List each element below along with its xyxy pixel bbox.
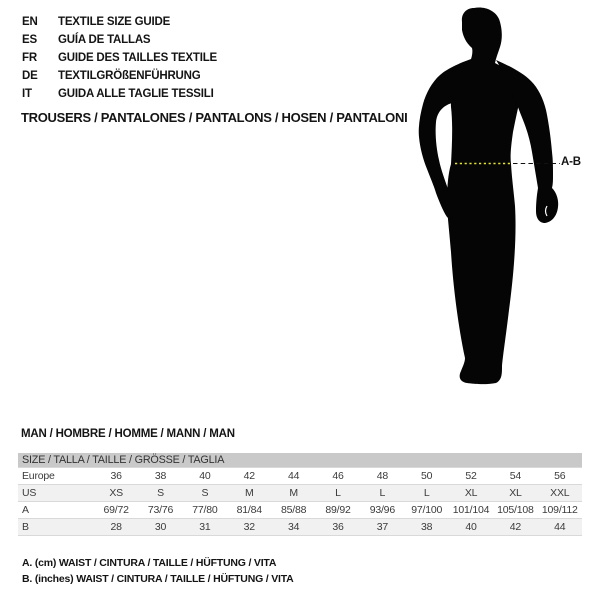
row-label: B: [18, 519, 94, 536]
table-cell: 93/96: [360, 502, 404, 519]
table-cell: XL: [493, 485, 537, 502]
table-cell: 69/72: [94, 502, 138, 519]
category-title: TROUSERS / PANTALONES / PANTALONS / HOSEN / PANTALONI: [21, 110, 408, 125]
table-cell: 28: [94, 519, 138, 536]
language-code: DE: [22, 70, 38, 82]
row-label: Europe: [18, 468, 94, 485]
language-row: [22, 85, 217, 103]
table-cell: 38: [405, 519, 449, 536]
table-cell: 32: [227, 519, 271, 536]
table-cell: 56: [538, 468, 582, 485]
table-cell: XXL: [538, 485, 582, 502]
footnote-a: A. (cm) WAIST / CINTURA / TAILLE / HÜFTUNG / VITA: [22, 557, 277, 569]
table-cell: 85/88: [271, 502, 315, 519]
table-cell: S: [183, 485, 227, 502]
table-cell: 54: [493, 468, 537, 485]
size-table-header-row: [18, 453, 582, 468]
table-cell: 42: [493, 519, 537, 536]
table-cell: 52: [449, 468, 493, 485]
table-cell: 34: [271, 519, 315, 536]
table-cell: XL: [449, 485, 493, 502]
language-label: GUÍA DE TALLAS: [58, 34, 151, 46]
language-label: TEXTILE SIZE GUIDE: [58, 16, 171, 28]
man-silhouette: [390, 0, 600, 410]
table-cell: 77/80: [183, 502, 227, 519]
language-label: GUIDE DES TAILLES TEXTILE: [58, 52, 217, 64]
language-row: [22, 49, 217, 67]
table-cell: M: [227, 485, 271, 502]
language-code: IT: [22, 88, 32, 100]
table-cell: L: [360, 485, 404, 502]
table-cell: 81/84: [227, 502, 271, 519]
table-cell: 109/112: [538, 502, 582, 519]
table-cell: M: [271, 485, 315, 502]
language-code: ES: [22, 34, 37, 46]
language-code: FR: [22, 52, 37, 64]
table-cell: S: [138, 485, 182, 502]
table-cell: 89/92: [316, 502, 360, 519]
size-table: [18, 453, 582, 536]
measure-label: A-B: [561, 156, 581, 168]
table-cell: XS: [94, 485, 138, 502]
table-cell: 48: [360, 468, 404, 485]
table-cell: 40: [183, 468, 227, 485]
row-label: US: [18, 485, 94, 502]
table-cell: 73/76: [138, 502, 182, 519]
table-row-us: [18, 485, 582, 502]
table-cell: 44: [271, 468, 315, 485]
footnotes: [22, 556, 294, 587]
table-cell: 31: [183, 519, 227, 536]
table-row-a-cm: [18, 502, 582, 519]
language-row: [22, 67, 217, 85]
language-label: TEXTILGRÖßENFÜHRUNG: [58, 70, 201, 82]
table-cell: 36: [94, 468, 138, 485]
table-cell: 36: [316, 519, 360, 536]
table-cell: 46: [316, 468, 360, 485]
size-table-header: SIZE / TALLA / TAILLE / GRÖSSE / TAGLIA: [18, 453, 582, 468]
table-cell: L: [405, 485, 449, 502]
table-row-europe: [18, 468, 582, 485]
table-cell: 101/104: [449, 502, 493, 519]
language-list: [22, 13, 217, 103]
language-label: GUIDA ALLE TAGLIE TESSILI: [58, 88, 214, 100]
language-row: [22, 31, 217, 49]
gender-title: MAN / HOMBRE / HOMME / MANN / MAN: [21, 428, 235, 440]
table-cell: 97/100: [405, 502, 449, 519]
language-code: EN: [22, 16, 38, 28]
footnote-b: B. (inches) WAIST / CINTURA / TAILLE / HÜFTUNG / VITA: [22, 572, 294, 585]
table-cell: 38: [138, 468, 182, 485]
row-label: A: [18, 502, 94, 519]
table-cell: 37: [360, 519, 404, 536]
table-cell: 44: [538, 519, 582, 536]
table-cell: 30: [138, 519, 182, 536]
language-row: [22, 13, 217, 31]
table-cell: 50: [405, 468, 449, 485]
table-cell: 105/108: [493, 502, 537, 519]
man-silhouette-figure: [390, 0, 600, 410]
table-row-b-inches: [18, 519, 582, 536]
table-cell: 42: [227, 468, 271, 485]
table-cell: L: [316, 485, 360, 502]
table-cell: 40: [449, 519, 493, 536]
